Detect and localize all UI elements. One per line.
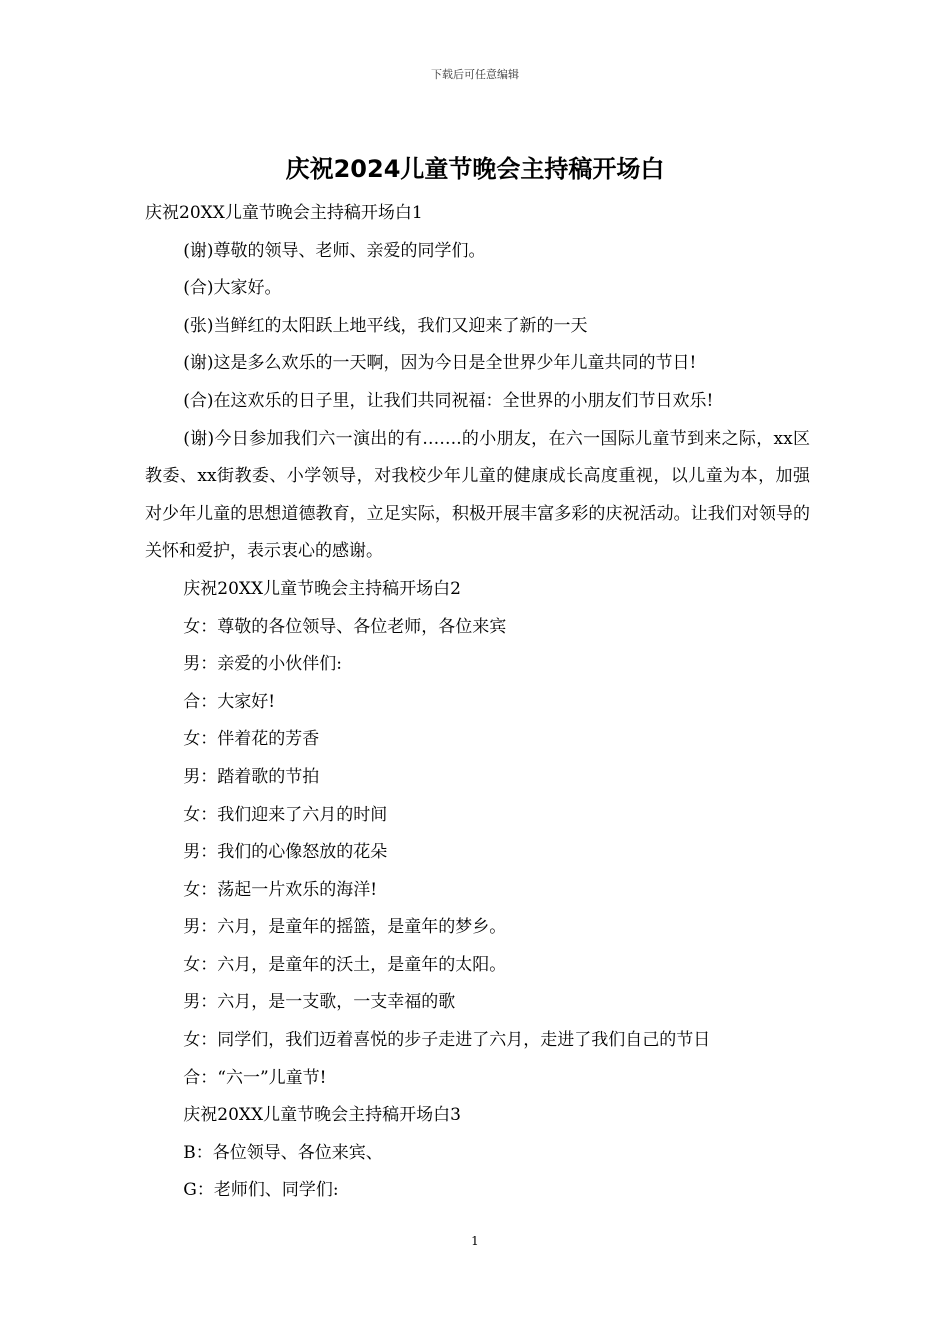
paragraph: 女：尊敬的各位领导、各位老师，各位来宾 [183,616,507,637]
paragraph: 女：伴着花的芳香 [183,729,320,750]
paragraph: 男：六月，是一支歌，一支幸福的歌 [183,992,456,1013]
paragraph: 男：六月，是童年的摇篮，是童年的梦乡。 [183,917,507,938]
paragraph: (张)当鲜红的太阳跃上地平线，我们又迎来了新的一天 [183,315,588,336]
paragraph: 女：同学们，我们迈着喜悦的步子走进了六月，走进了我们自己的节日 [183,1030,711,1051]
paragraph: (合)大家好。 [183,278,282,299]
paragraph: 合：大家好! [183,691,276,712]
document-body [145,195,810,1210]
paragraph: 女：我们迎来了六月的时间 [183,804,388,825]
paragraph: (谢)这是多么欢乐的一天啊，因为今日是全世界少年儿童共同的节日! [183,353,697,374]
paragraph: (合)在这欢乐的日子里，让我们共同祝福：全世界的小朋友们节日欢乐! [183,390,714,411]
paragraph: B：各位领导、各位来宾、 [183,1142,383,1163]
paragraph: G：老师们、同学们: [183,1180,339,1201]
section-heading-2: 庆祝20XX儿童节晚会主持稿开场白2 [183,578,461,599]
paragraph: (谢)今日参加我们六一演出的有…….的小朋友，在六一国际儿童节到来之际，xx区教委、xx街教委、小学领导，对我校少年儿童的健康成长高度重视，以儿童为本，加强对少年儿童的思想道德教育，立足实际，积极开展丰富多彩的庆祝活动。让我们对领导的关怀和爱护，表示衷心的感谢。 [145,428,810,562]
paragraph: 女：六月，是童年的沃土，是童年的太阳。 [183,954,507,975]
paragraph: 女：荡起一片欢乐的海洋! [183,879,378,900]
paragraph: 合：“六一”儿童节! [183,1067,327,1088]
section-heading-1: 庆祝20XX儿童节晚会主持稿开场白1 [145,203,423,223]
paragraph: (谢)尊敬的领导、老师、亲爱的同学们。 [183,240,486,261]
page-number: 1 [471,1234,479,1248]
document-title: 庆祝2024儿童节晚会主持稿开场白 [285,155,665,183]
paragraph: 男：亲爱的小伙伴们: [183,654,342,675]
paragraph: 男：我们的心像怒放的花朵 [183,842,388,863]
paragraph: 男：踏着歌的节拍 [183,766,320,787]
section-heading-3: 庆祝20XX儿童节晚会主持稿开场白3 [183,1105,461,1126]
page-header-note: 下载后可任意编辑 [431,68,519,81]
